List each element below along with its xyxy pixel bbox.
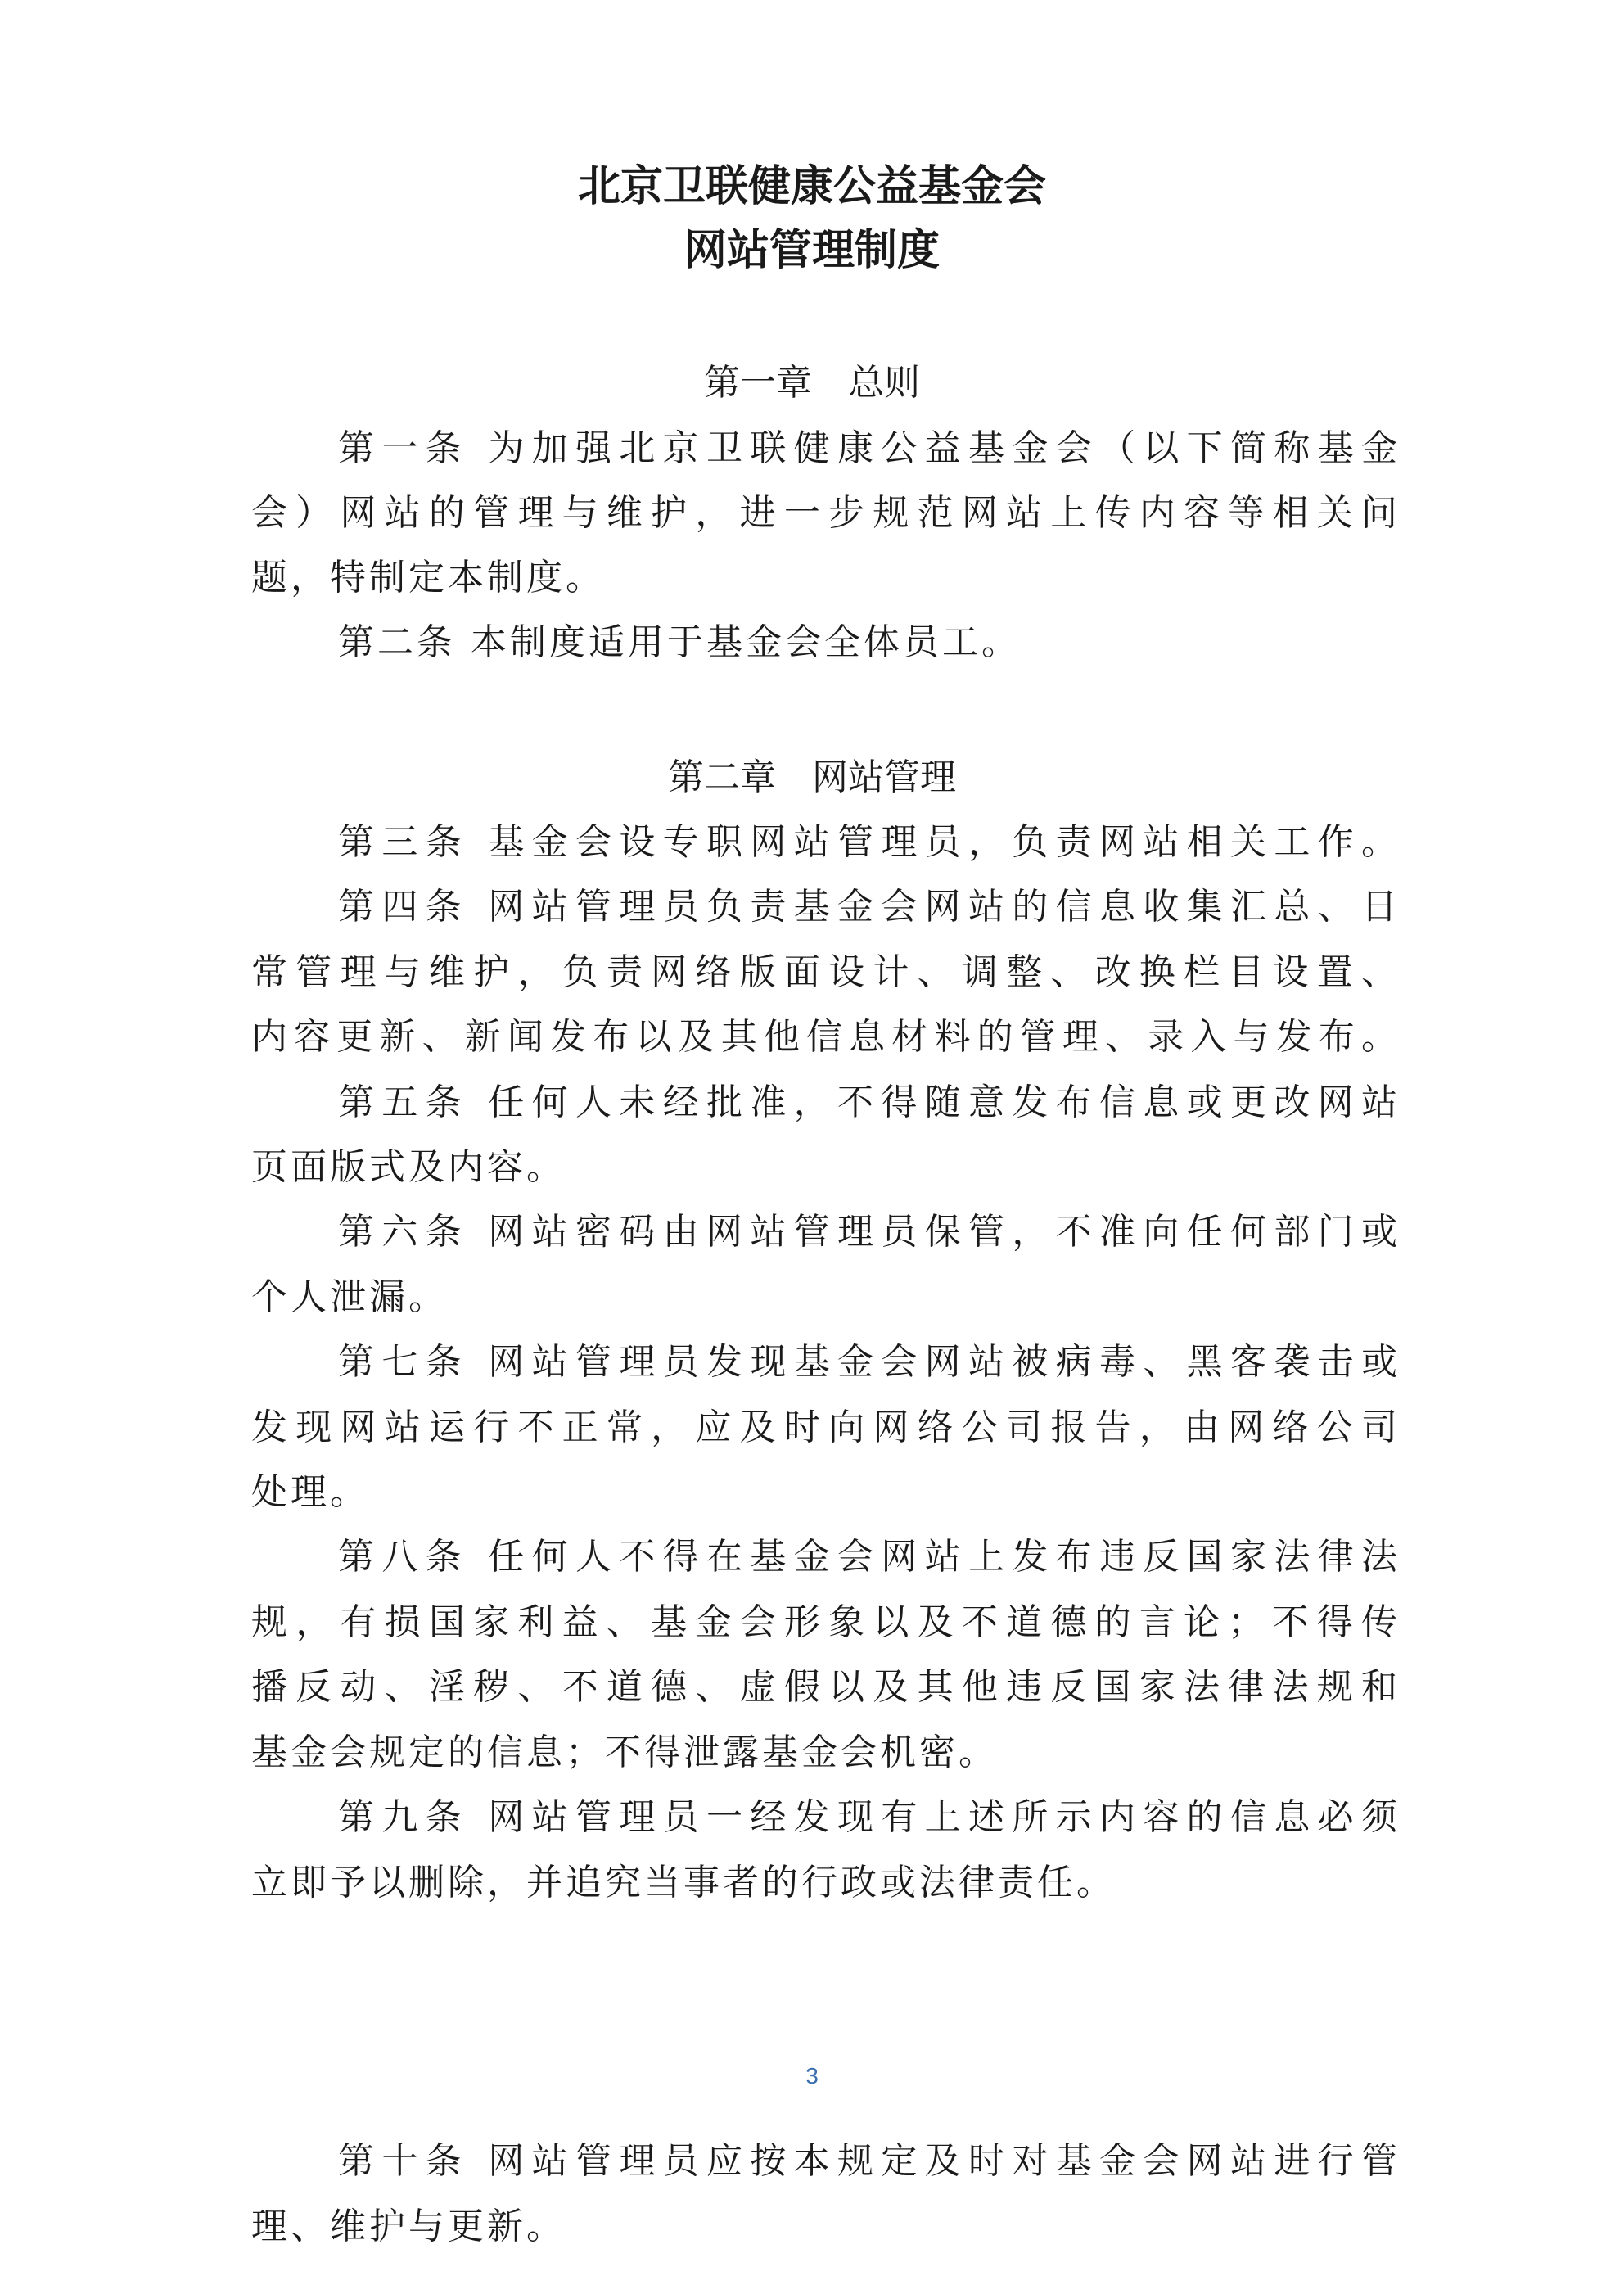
article-5-line-2: 页面版式及内容。: [251, 1146, 566, 1188]
article-10-line-1: 第十条 网站管理员应按本规定及时对基金会网站进行管: [338, 2140, 1397, 2182]
article-8-line-1: 第八条 任何人不得在基金会网站上发布违反国家法律法: [338, 1536, 1397, 1578]
article-4-line-1: 第四条 网站管理员负责基金会网站的信息收集汇总、日: [338, 886, 1397, 928]
article-6-line-2: 个人泄漏。: [251, 1276, 448, 1318]
article-7-line-3: 处理。: [251, 1471, 369, 1513]
page-number: 3: [805, 2063, 819, 2089]
article-1-line-3: 题，特制定本制度。: [251, 557, 605, 598]
chapter-1-heading: 第一章 总则: [704, 362, 920, 404]
article-8-line-3: 播反动、淫秽、不道德、虚假以及其他违反国家法律法规和: [251, 1666, 1397, 1708]
article-9-line-2: 立即予以删除，并追究当事者的行政或法律责任。: [251, 1862, 1116, 1903]
article-4-line-2: 常管理与维护，负责网络版面设计、调整、改换栏目设置、: [251, 951, 1397, 993]
article-2-line-1: 第二条 本制度适用于基金会全体员工。: [338, 621, 1021, 663]
article-7-line-2: 发现网站运行不正常，应及时向网络公司报告，由网络公司: [251, 1407, 1397, 1448]
article-10-line-2: 理、维护与更新。: [251, 2206, 566, 2247]
chapter-2-heading: 第二章 网站管理: [668, 756, 956, 798]
article-8-line-2: 规，有损国家利益、基金会形象以及不道德的言论；不得传: [251, 1601, 1397, 1643]
article-8-line-4: 基金会规定的信息；不得泄露基金会机密。: [251, 1732, 998, 1773]
article-7-line-1: 第七条 网站管理员发现基金会网站被病毒、黑客袭击或: [338, 1341, 1397, 1383]
article-5-line-1: 第五条 任何人未经批准，不得随意发布信息或更改网站: [338, 1082, 1397, 1123]
article-6-line-1: 第六条 网站密码由网站管理员保管，不准向任何部门或: [338, 1211, 1397, 1253]
document-title-line2: 网站管理制度: [683, 226, 940, 275]
article-3-line-1: 第三条 基金会设专职网站管理员，负责网站相关工作。: [338, 821, 1397, 863]
article-4-line-3: 内容更新、新闻发布以及其他信息材料的管理、录入与发布。: [251, 1016, 1397, 1058]
document-title-line1: 北京卫联健康公益基金会: [577, 162, 1046, 211]
article-1-line-1: 第一条 为加强北京卫联健康公益基金会（以下简称基金: [338, 427, 1397, 469]
article-9-line-1: 第九条 网站管理员一经发现有上述所示内容的信息必须: [338, 1796, 1397, 1838]
article-1-line-2: 会）网站的管理与维护，进一步规范网站上传内容等相关问: [251, 492, 1397, 534]
